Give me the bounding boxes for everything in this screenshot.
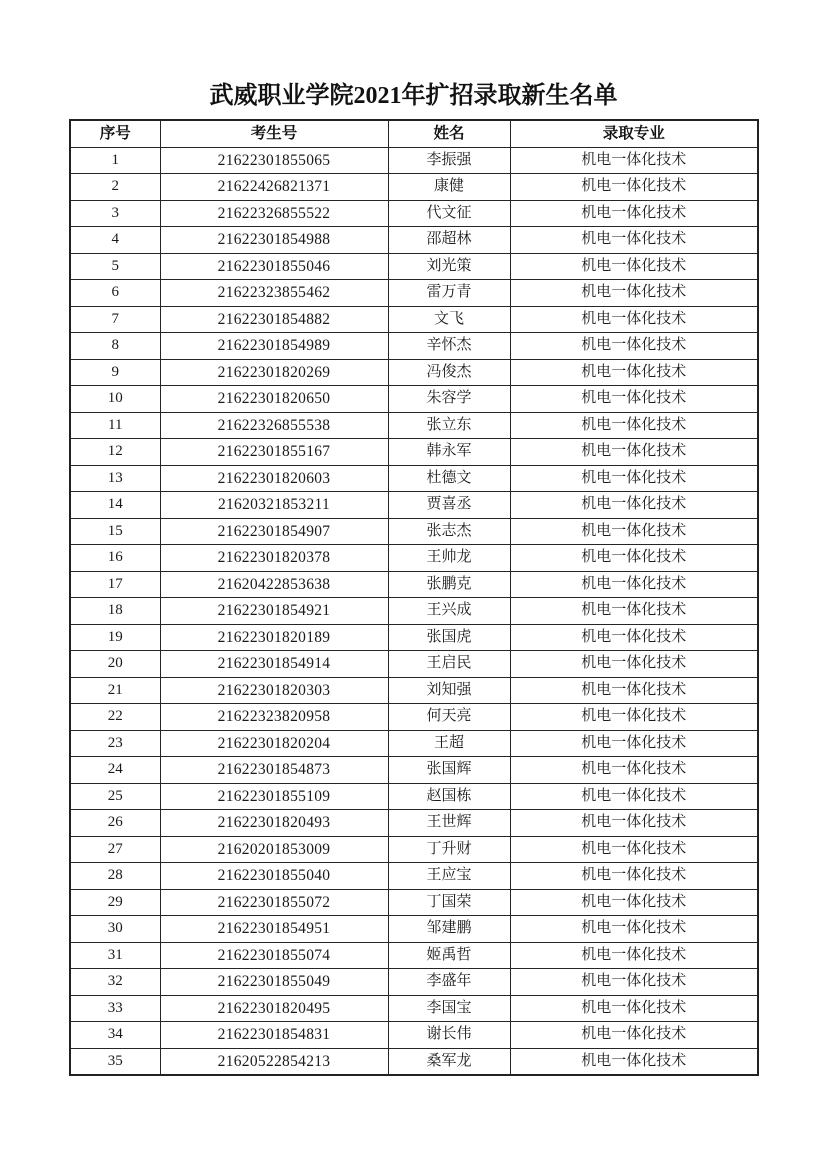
cell-candidate-number: 21622301820495 xyxy=(160,995,388,1022)
cell-serial-number: 22 xyxy=(70,704,160,731)
cell-student-name: 辛怀杰 xyxy=(388,333,510,360)
cell-admitted-major: 机电一体化技术 xyxy=(510,810,758,837)
cell-candidate-number: 21622326855538 xyxy=(160,412,388,439)
table-row xyxy=(70,333,758,360)
column-header-candidate-number: 考生号 xyxy=(160,120,388,147)
table-row xyxy=(70,280,758,307)
page-title: 武威职业学院2021年扩招录取新生名单 xyxy=(209,83,618,109)
cell-candidate-number: 21622301855109 xyxy=(160,783,388,810)
cell-admitted-major: 机电一体化技术 xyxy=(510,969,758,996)
cell-admitted-major: 机电一体化技术 xyxy=(510,916,758,943)
cell-student-name: 桑军龙 xyxy=(388,1048,510,1075)
table-row xyxy=(70,624,758,651)
table-row xyxy=(70,386,758,413)
cell-serial-number: 28 xyxy=(70,863,160,890)
cell-serial-number: 11 xyxy=(70,412,160,439)
cell-serial-number: 10 xyxy=(70,386,160,413)
cell-student-name: 冯俊杰 xyxy=(388,359,510,386)
table-row xyxy=(70,306,758,333)
cell-serial-number: 15 xyxy=(70,518,160,545)
cell-admitted-major: 机电一体化技术 xyxy=(510,730,758,757)
cell-admitted-major: 机电一体化技术 xyxy=(510,1048,758,1075)
cell-admitted-major: 机电一体化技术 xyxy=(510,571,758,598)
cell-admitted-major: 机电一体化技术 xyxy=(510,359,758,386)
cell-candidate-number: 21622301855040 xyxy=(160,863,388,890)
cell-student-name: 雷万青 xyxy=(388,280,510,307)
table-header-row xyxy=(70,120,758,147)
cell-admitted-major: 机电一体化技术 xyxy=(510,598,758,625)
cell-student-name: 刘知强 xyxy=(388,677,510,704)
table-row xyxy=(70,174,758,201)
table-row xyxy=(70,571,758,598)
cell-candidate-number: 21622426821371 xyxy=(160,174,388,201)
cell-serial-number: 27 xyxy=(70,836,160,863)
cell-student-name: 文飞 xyxy=(388,306,510,333)
cell-student-name: 刘光策 xyxy=(388,253,510,280)
cell-admitted-major: 机电一体化技术 xyxy=(510,783,758,810)
cell-candidate-number: 21622301855074 xyxy=(160,942,388,969)
cell-admitted-major: 机电一体化技术 xyxy=(510,174,758,201)
table-row xyxy=(70,492,758,519)
cell-admitted-major: 机电一体化技术 xyxy=(510,412,758,439)
table-row xyxy=(70,412,758,439)
cell-serial-number: 23 xyxy=(70,730,160,757)
cell-student-name: 王启民 xyxy=(388,651,510,678)
cell-student-name: 朱容学 xyxy=(388,386,510,413)
table-row xyxy=(70,916,758,943)
table-row xyxy=(70,757,758,784)
cell-student-name: 谢长伟 xyxy=(388,1022,510,1049)
cell-serial-number: 2 xyxy=(70,174,160,201)
cell-candidate-number: 21622301820493 xyxy=(160,810,388,837)
table-row xyxy=(70,836,758,863)
table-row xyxy=(70,704,758,731)
cell-admitted-major: 机电一体化技术 xyxy=(510,624,758,651)
cell-candidate-number: 21620522854213 xyxy=(160,1048,388,1075)
cell-serial-number: 25 xyxy=(70,783,160,810)
table-row xyxy=(70,147,758,174)
cell-admitted-major: 机电一体化技术 xyxy=(510,147,758,174)
cell-admitted-major: 机电一体化技术 xyxy=(510,889,758,916)
cell-admitted-major: 机电一体化技术 xyxy=(510,200,758,227)
cell-student-name: 代文征 xyxy=(388,200,510,227)
table-row xyxy=(70,200,758,227)
cell-student-name: 王超 xyxy=(388,730,510,757)
cell-student-name: 王世辉 xyxy=(388,810,510,837)
table-row xyxy=(70,730,758,757)
cell-student-name: 丁升财 xyxy=(388,836,510,863)
cell-admitted-major: 机电一体化技术 xyxy=(510,651,758,678)
cell-admitted-major: 机电一体化技术 xyxy=(510,227,758,254)
table-row xyxy=(70,677,758,704)
cell-admitted-major: 机电一体化技术 xyxy=(510,253,758,280)
cell-serial-number: 16 xyxy=(70,545,160,572)
cell-serial-number: 5 xyxy=(70,253,160,280)
cell-serial-number: 8 xyxy=(70,333,160,360)
cell-candidate-number: 21622301855065 xyxy=(160,147,388,174)
cell-candidate-number: 21622301855167 xyxy=(160,439,388,466)
cell-serial-number: 30 xyxy=(70,916,160,943)
cell-candidate-number: 21622301820650 xyxy=(160,386,388,413)
cell-candidate-number: 21622301820189 xyxy=(160,624,388,651)
table-row xyxy=(70,253,758,280)
cell-student-name: 张立东 xyxy=(388,412,510,439)
cell-serial-number: 13 xyxy=(70,465,160,492)
cell-student-name: 邹建鹏 xyxy=(388,916,510,943)
table-row xyxy=(70,651,758,678)
cell-candidate-number: 21620201853009 xyxy=(160,836,388,863)
cell-admitted-major: 机电一体化技术 xyxy=(510,1022,758,1049)
cell-serial-number: 33 xyxy=(70,995,160,1022)
table-row xyxy=(70,969,758,996)
table-row xyxy=(70,863,758,890)
cell-serial-number: 6 xyxy=(70,280,160,307)
cell-admitted-major: 机电一体化技术 xyxy=(510,757,758,784)
cell-admitted-major: 机电一体化技术 xyxy=(510,545,758,572)
cell-student-name: 赵国栋 xyxy=(388,783,510,810)
cell-candidate-number: 21622301820204 xyxy=(160,730,388,757)
table-row xyxy=(70,995,758,1022)
cell-student-name: 韩永军 xyxy=(388,439,510,466)
table-row xyxy=(70,942,758,969)
cell-student-name: 康健 xyxy=(388,174,510,201)
cell-candidate-number: 21622301820269 xyxy=(160,359,388,386)
table-body xyxy=(70,147,758,1075)
cell-candidate-number: 21622301854873 xyxy=(160,757,388,784)
cell-serial-number: 20 xyxy=(70,651,160,678)
cell-serial-number: 35 xyxy=(70,1048,160,1075)
cell-student-name: 王帅龙 xyxy=(388,545,510,572)
column-header-serial: 序号 xyxy=(70,120,160,147)
cell-serial-number: 31 xyxy=(70,942,160,969)
cell-serial-number: 24 xyxy=(70,757,160,784)
cell-admitted-major: 机电一体化技术 xyxy=(510,677,758,704)
cell-student-name: 王应宝 xyxy=(388,863,510,890)
cell-candidate-number: 21622301820378 xyxy=(160,545,388,572)
cell-candidate-number: 21622301854914 xyxy=(160,651,388,678)
table-row xyxy=(70,465,758,492)
cell-student-name: 王兴成 xyxy=(388,598,510,625)
cell-admitted-major: 机电一体化技术 xyxy=(510,942,758,969)
cell-admitted-major: 机电一体化技术 xyxy=(510,306,758,333)
column-header-admitted-major: 录取专业 xyxy=(510,120,758,147)
table-row xyxy=(70,783,758,810)
cell-admitted-major: 机电一体化技术 xyxy=(510,995,758,1022)
cell-candidate-number: 21622323855462 xyxy=(160,280,388,307)
cell-student-name: 李振强 xyxy=(388,147,510,174)
cell-candidate-number: 21622301854882 xyxy=(160,306,388,333)
cell-student-name: 贾喜丞 xyxy=(388,492,510,519)
table-row xyxy=(70,889,758,916)
cell-serial-number: 14 xyxy=(70,492,160,519)
cell-admitted-major: 机电一体化技术 xyxy=(510,280,758,307)
cell-candidate-number: 21622301820303 xyxy=(160,677,388,704)
cell-student-name: 姬禹哲 xyxy=(388,942,510,969)
cell-candidate-number: 21622301820603 xyxy=(160,465,388,492)
table-row xyxy=(70,1022,758,1049)
cell-serial-number: 17 xyxy=(70,571,160,598)
cell-candidate-number: 21622301855046 xyxy=(160,253,388,280)
cell-serial-number: 18 xyxy=(70,598,160,625)
cell-student-name: 李国宝 xyxy=(388,995,510,1022)
cell-serial-number: 21 xyxy=(70,677,160,704)
cell-candidate-number: 21622301854907 xyxy=(160,518,388,545)
cell-serial-number: 19 xyxy=(70,624,160,651)
admission-roster-table xyxy=(69,119,759,1076)
cell-admitted-major: 机电一体化技术 xyxy=(510,704,758,731)
cell-student-name: 张国辉 xyxy=(388,757,510,784)
cell-serial-number: 26 xyxy=(70,810,160,837)
table-row xyxy=(70,227,758,254)
cell-admitted-major: 机电一体化技术 xyxy=(510,439,758,466)
cell-candidate-number: 21620422853638 xyxy=(160,571,388,598)
cell-serial-number: 34 xyxy=(70,1022,160,1049)
cell-admitted-major: 机电一体化技术 xyxy=(510,492,758,519)
cell-candidate-number: 21622301855072 xyxy=(160,889,388,916)
cell-student-name: 何天亮 xyxy=(388,704,510,731)
cell-candidate-number: 21622326855522 xyxy=(160,200,388,227)
cell-candidate-number: 21622301854988 xyxy=(160,227,388,254)
cell-serial-number: 3 xyxy=(70,200,160,227)
cell-serial-number: 7 xyxy=(70,306,160,333)
table-row xyxy=(70,1048,758,1075)
cell-student-name: 丁国荣 xyxy=(388,889,510,916)
table-row xyxy=(70,359,758,386)
cell-candidate-number: 21622323820958 xyxy=(160,704,388,731)
cell-candidate-number: 21622301854989 xyxy=(160,333,388,360)
table-row xyxy=(70,598,758,625)
cell-admitted-major: 机电一体化技术 xyxy=(510,333,758,360)
table-row xyxy=(70,545,758,572)
cell-student-name: 邵超林 xyxy=(388,227,510,254)
table-row xyxy=(70,518,758,545)
cell-candidate-number: 21622301854951 xyxy=(160,916,388,943)
cell-admitted-major: 机电一体化技术 xyxy=(510,386,758,413)
cell-serial-number: 32 xyxy=(70,969,160,996)
cell-serial-number: 9 xyxy=(70,359,160,386)
cell-student-name: 张国虎 xyxy=(388,624,510,651)
cell-serial-number: 29 xyxy=(70,889,160,916)
cell-admitted-major: 机电一体化技术 xyxy=(510,465,758,492)
cell-student-name: 张鹏克 xyxy=(388,571,510,598)
cell-candidate-number: 21622301854831 xyxy=(160,1022,388,1049)
cell-admitted-major: 机电一体化技术 xyxy=(510,836,758,863)
table-row xyxy=(70,439,758,466)
cell-admitted-major: 机电一体化技术 xyxy=(510,863,758,890)
cell-serial-number: 4 xyxy=(70,227,160,254)
column-header-name: 姓名 xyxy=(388,120,510,147)
table-row xyxy=(70,810,758,837)
cell-student-name: 张志杰 xyxy=(388,518,510,545)
cell-serial-number: 12 xyxy=(70,439,160,466)
cell-candidate-number: 21622301854921 xyxy=(160,598,388,625)
cell-student-name: 杜德文 xyxy=(388,465,510,492)
cell-serial-number: 1 xyxy=(70,147,160,174)
cell-admitted-major: 机电一体化技术 xyxy=(510,518,758,545)
cell-candidate-number: 21622301855049 xyxy=(160,969,388,996)
cell-candidate-number: 21620321853211 xyxy=(160,492,388,519)
cell-student-name: 李盛年 xyxy=(388,969,510,996)
